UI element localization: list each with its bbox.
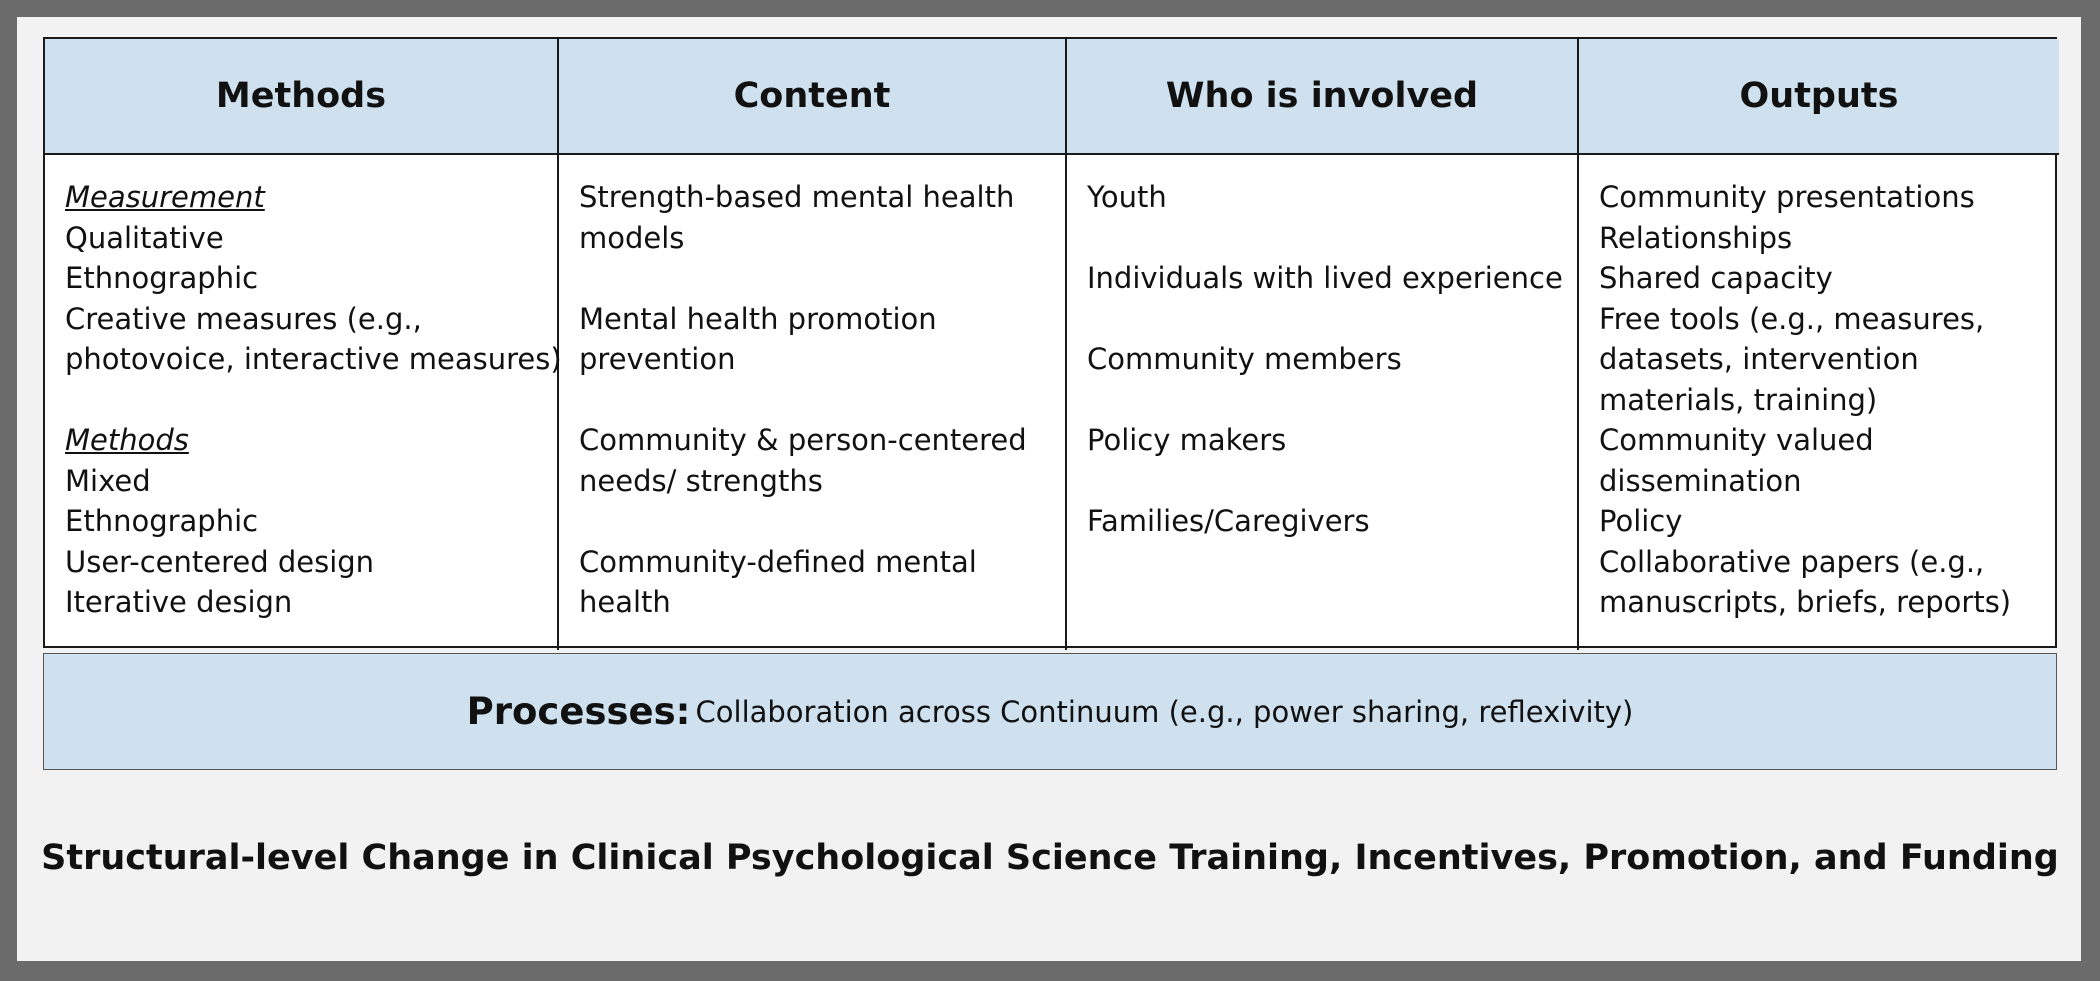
output-item: Free tools (e.g., measures, [1599, 301, 1985, 336]
content-item: prevention [579, 342, 736, 376]
spacer [1087, 461, 1557, 502]
content-item: Strength-based mental health [579, 180, 1015, 214]
output-item: Collaborative papers (e.g., [1599, 544, 1985, 579]
methods-item: Mixed [65, 463, 151, 498]
spacer [579, 501, 1045, 542]
content-item: models [579, 220, 685, 255]
who-item: Youth [1087, 180, 1167, 214]
processes-separator: : [675, 690, 691, 733]
outputs-cell [1579, 155, 2059, 650]
spacer [1087, 380, 1557, 421]
spacer [579, 380, 1045, 421]
methods-item: Iterative design [65, 585, 293, 619]
content-item: Community & person-centered [579, 423, 1027, 457]
header-content: Content [559, 39, 1067, 155]
measurement-subheading: Measurement [65, 180, 265, 214]
output-item: Policy [1599, 504, 1683, 538]
output-item: Community presentations [1599, 180, 1975, 214]
output-item: Shared capacity [1599, 261, 1833, 295]
processes-label: Processes [466, 690, 676, 733]
measurement-item: Qualitative [65, 220, 224, 255]
spacer [65, 380, 537, 421]
methods-subheading: Methods [65, 423, 189, 457]
methods-cell [45, 155, 562, 650]
header-methods: Methods [45, 39, 559, 155]
output-item: materials, training) [1599, 382, 1878, 417]
spacer [579, 258, 1045, 299]
output-item: dissemination [1599, 463, 1802, 498]
measurement-item: Creative measures (e.g., [65, 301, 422, 336]
framework-table [43, 37, 2057, 648]
content-item: Mental health promotion [579, 301, 937, 336]
footer-caption: Structural-level Change in Clinical Psychological Science Training, Incentives, Promotion, and Funding [41, 838, 2059, 878]
content-item: health [579, 585, 671, 619]
header-who-is-involved: Who is involved [1067, 39, 1579, 155]
who-is-involved-cell [1067, 155, 1579, 650]
processes-banner [43, 653, 2057, 770]
output-item: Relationships [1599, 220, 1793, 255]
measurement-item: Ethnographic [65, 261, 259, 295]
who-item: Community members [1087, 342, 1402, 376]
output-item: manuscripts, briefs, reports) [1599, 585, 2012, 619]
output-item: Community valued [1599, 423, 1874, 457]
who-item: Individuals with lived experience [1087, 261, 1563, 295]
output-item: datasets, intervention [1599, 342, 1919, 376]
measurement-item: photovoice, interactive measures) [65, 342, 562, 376]
content-cell [559, 155, 1067, 650]
processes-text: Collaboration across Continuum (e.g., power sharing, reflexivity) [695, 694, 1634, 729]
content-item: Community-defined mental [579, 544, 977, 579]
methods-item: Ethnographic [65, 504, 259, 538]
spacer [1087, 218, 1557, 259]
header-outputs: Outputs [1579, 39, 2059, 155]
who-item: Policy makers [1087, 423, 1287, 457]
methods-item: User-centered design [65, 544, 375, 579]
content-item: needs/ strengths [579, 463, 823, 498]
who-item: Families/Caregivers [1087, 504, 1370, 538]
spacer [1087, 299, 1557, 340]
